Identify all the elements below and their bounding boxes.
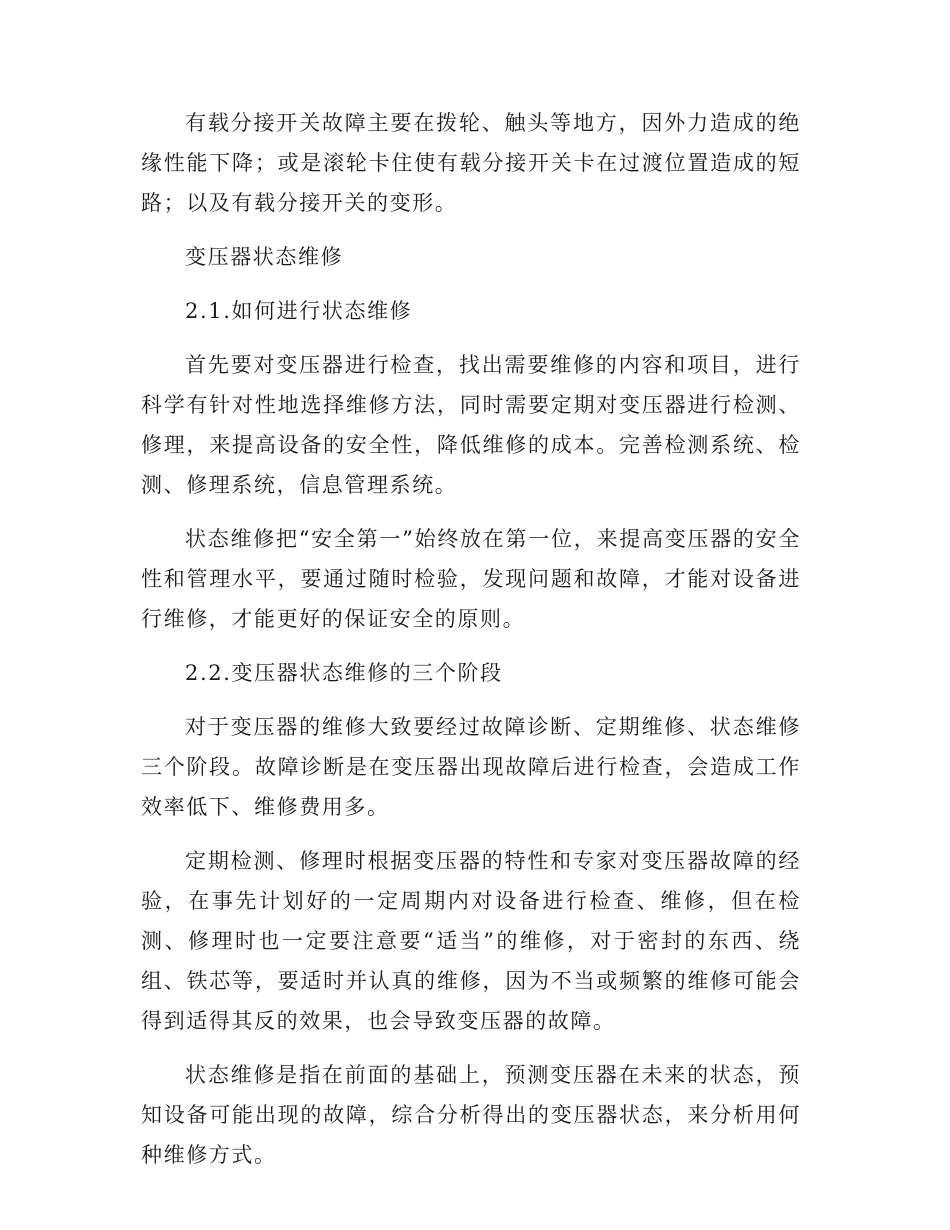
heading-2-1-how-to-maintain: 2.1.如何进行状态维修 xyxy=(185,299,413,323)
document-body xyxy=(141,103,801,1189)
paragraph-periodic-inspection: 定期检测、修理时根据变压器的特性和专家对变压器故障的经验，在事先计划好的一定周期内对设备进行检查、维修，但在检测、修理时也一定要注意要“适当”的维修，对于密封的东西、绕组、铁芯等，要适时并认真的维修，因为不当或频繁的维修可能会得到适得其反的效果，也会导致变压器的故障。 xyxy=(141,849,801,1033)
heading-transformer-condition-maintenance: 变压器状态维修 xyxy=(185,245,344,269)
heading-2-2-three-stages: 2.2.变压器状态维修的三个阶段 xyxy=(185,661,503,685)
paragraph-condition-maintenance-definition: 状态维修是指在前面的基础上，预测变压器在未来的状态，预知设备可能出现的故障，综合分析得出的变压器状态，来分析用何种维修方式。 xyxy=(141,1063,801,1167)
paragraph-safety-first: 状态维修把“安全第一”始终放在第一位，来提高变压器的安全性和管理水平，要通过随时检验，发现问题和故障，才能对设备进行维修，才能更好的保证安全的原则。 xyxy=(141,527,801,631)
paragraph-three-stages: 对于变压器的维修大致要经过故障诊断、定期维修、状态维修三个阶段。故障诊断是在变压器出现故障后进行检查，会造成工作效率低下、维修费用多。 xyxy=(141,715,801,819)
paragraph-inspection-first: 首先要对变压器进行检查，找出需要维修的内容和项目，进行科学有针对性地选择维修方法，同时需要定期对变压器进行检测、修理，来提高设备的安全性，降低维修的成本。完善检测系统、检测、修理系统，信息管理系统。 xyxy=(141,353,801,497)
paragraph-tap-changer-fault: 有载分接开关故障主要在拨轮、触头等地方，因外力造成的绝缘性能下降；或是滚轮卡住使有载分接开关卡在过渡位置造成的短路；以及有载分接开关的变形。 xyxy=(141,111,801,215)
